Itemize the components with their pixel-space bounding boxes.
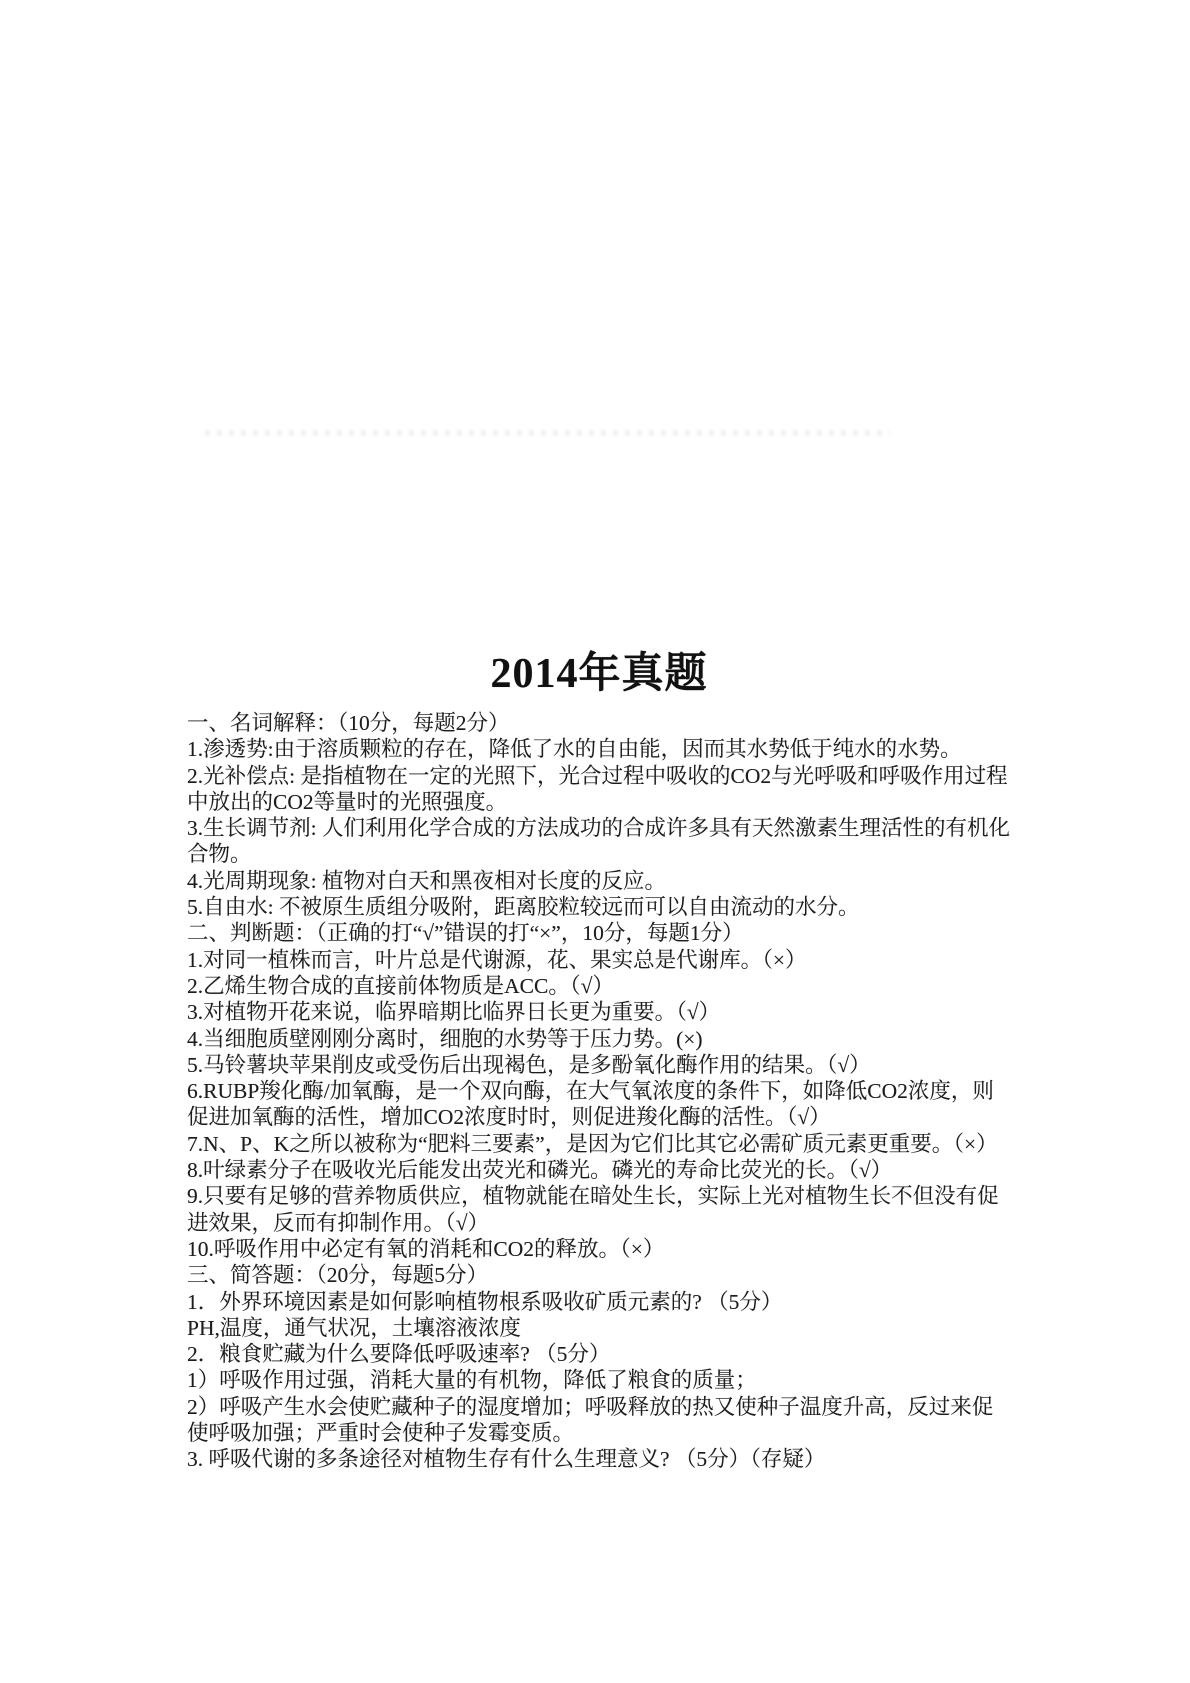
exam-item: 2.乙烯生物合成的直接前体物质是ACC。（√） <box>187 973 614 998</box>
exam-item: 6.RUBP羧化酶/加氧酶，是一个双向酶，在大气氧浓度的条件下，如降低CO2浓度，则促进加氧酶的活性，增加CO2浓度时时，则促进羧化酶的活性。（√） <box>187 1079 994 1130</box>
exam-item: 1.对同一植株而言，叶片总是代谢源，花、果实总是代谢库。（×） <box>187 947 807 972</box>
exam-item: 3.生长调节剂: 人们利用化学合成的方法成功的合成许多具有天然激素生理活性的有机化合物。 <box>187 816 1010 867</box>
scan-artifact-top <box>205 430 890 436</box>
exam-item: 2）呼吸产生水会使贮藏种子的湿度增加；呼吸释放的热又使种子温度升高，反过来促使呼吸加强；严重时会使种子发霉变质。 <box>187 1394 994 1446</box>
exam-item: 3. 呼吸代谢的多条途径对植物生存有什么生理意义? （5分）（存疑） <box>187 1447 826 1472</box>
exam-item: 2．粮食贮藏为什么要降低呼吸速率? （5分） <box>187 1342 611 1367</box>
exam-item: 1．外界环境因素是如何影响植物根系吸收矿质元素的? （5分） <box>187 1289 783 1314</box>
exam-item: 1.渗透势:由于溶质颗粒的存在，降低了水的自由能，因而其水势低于纯水的水势。 <box>187 737 962 762</box>
exam-item: 5.马铃薯块苹果削皮或受伤后出现褐色，是多酚氧化酶作用的结果。（√） <box>187 1052 871 1077</box>
exam-item: 9.只要有足够的营养物质供应，植物就能在暗处生长，实际上光对植物生长不但没有促进效果，反而有抑制作用。（√） <box>187 1184 999 1235</box>
document-content <box>187 640 1011 1473</box>
exam-item: 5.自由水: 不被原生质组分吸附，距离胶粒较远而可以自由流动的水分。 <box>187 895 860 920</box>
exam-item: 3.对植物开花来说，临界暗期比临界日长更为重要。（√） <box>187 1000 721 1025</box>
document-body <box>187 710 1011 1473</box>
exam-item: 4.当细胞质壁刚刚分离时，细胞的水势等于压力势。(×) <box>187 1026 703 1051</box>
section-heading: 一、名词解释：（10分，每题2分） <box>187 711 510 735</box>
exam-item: PH,温度，通气状况，土壤溶液浓度 <box>187 1315 521 1340</box>
exam-item: 1）呼吸作用过强，消耗大量的有机物，降低了粮食的质量； <box>187 1368 757 1393</box>
section-heading: 二、判断题：（正确的打“√”错误的打“×”，10分，每题1分） <box>187 921 744 946</box>
exam-item: 2.光补偿点: 是指植物在一定的光照下，光合过程中吸收的CO2与光呼吸和呼吸作用过程中放出的CO2等量时的光照强度。 <box>187 763 1008 814</box>
page-title: 2014年真题 <box>490 651 708 697</box>
section-heading: 三、简答题：（20分，每题5分） <box>187 1263 489 1288</box>
exam-item: 8.叶绿素分子在吸收光后能发出荧光和磷光。磷光的寿命比荧光的长。（√） <box>187 1158 893 1183</box>
exam-item: 4.光周期现象: 植物对白天和黑夜相对长度的反应。 <box>187 868 666 893</box>
exam-item: 10.呼吸作用中必定有氧的消耗和CO2的释放。（×） <box>187 1236 665 1261</box>
exam-item: 7.N、P、K之所以被称为“肥料三要素”，是因为它们比其它必需矿质元素更重要。（×） <box>187 1131 998 1156</box>
